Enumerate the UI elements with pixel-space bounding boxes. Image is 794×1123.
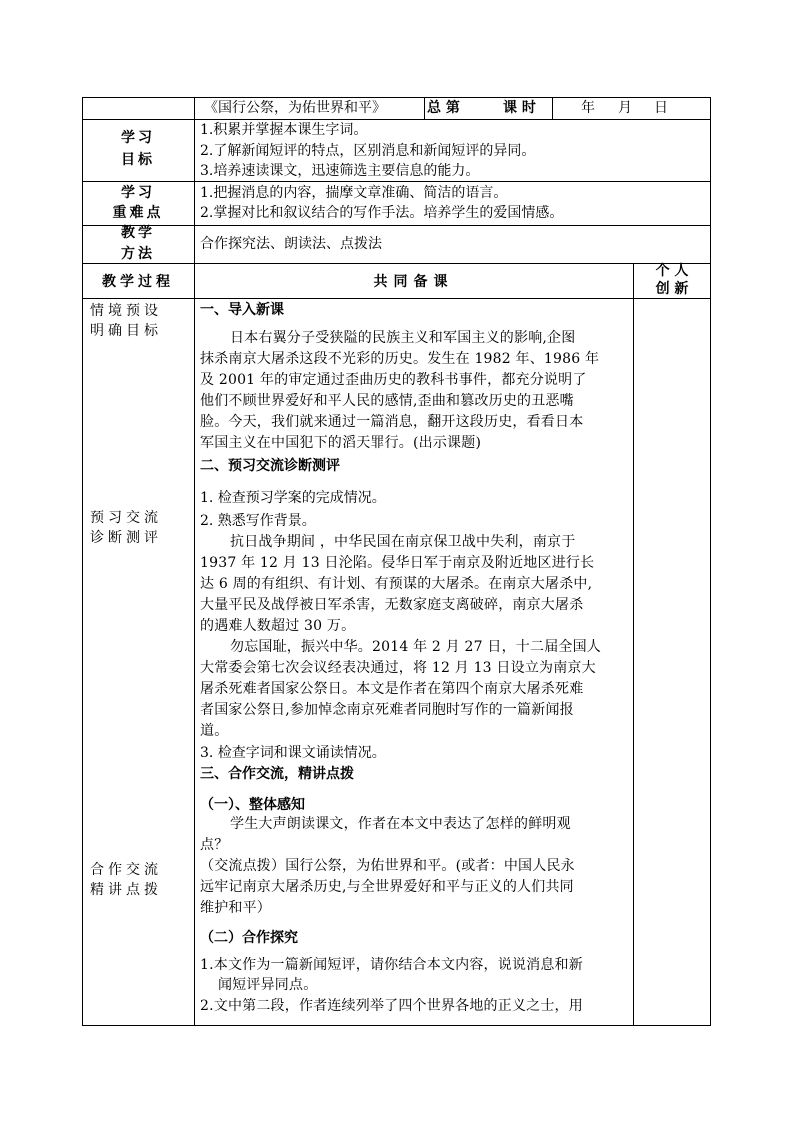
keypoints-label-line2: 重难点: [112, 205, 164, 221]
remember-line: 屠杀死难者国家公祭日。本文是作者在第四个南京大屠杀死难: [200, 681, 584, 697]
rule: [82, 1025, 711, 1026]
answer-line: 维护和平）: [200, 900, 271, 916]
stage-label: 诊断测评: [90, 530, 162, 546]
keypoint-item: 2.掌握对比和叙议结合的写作手法。培养学生的爱国情感。: [200, 205, 564, 221]
question-line: 闻短评异同点。: [218, 977, 318, 993]
goal-item: 3.培养速读课文，迅速筛选主要信息的能力。: [200, 163, 480, 179]
intro-line: 脸。今天，我们就来通过一篇消息，翻开这段历史，看看日本: [200, 414, 584, 430]
rule: [424, 97, 425, 119]
background-line: 1937 年 12 月 13 日沦陷。侵华日军于南京及附近地区进行长: [200, 555, 595, 571]
background-line: 的遇难人数超过 30 万。: [200, 618, 356, 634]
date-year: 年: [581, 100, 595, 116]
rule: [194, 97, 195, 1026]
date-day: 日: [654, 100, 668, 116]
rule: [552, 97, 553, 119]
stage-label: 合作交流: [90, 862, 162, 878]
goals-label-line2: 目标: [121, 152, 155, 168]
stage-label: 预习交流: [90, 510, 162, 526]
intro-line: 抹杀南京大屠杀这段不光彩的历史。发生在 1982 年、1986 年: [200, 351, 600, 367]
common-prep-header: 共同备课: [373, 274, 454, 290]
remember-line: 者国家公祭日,参加悼念南京死难者同胞时写作的一篇新闻报: [200, 702, 574, 718]
goals-label-line1: 学习: [121, 130, 155, 146]
list-item: 3. 检查字词和课文诵读情况。: [200, 745, 386, 761]
question-line: 学生大声朗读课文，作者在本文中表达了怎样的鲜明观: [230, 816, 571, 832]
lesson-count-label: 课 时: [503, 100, 536, 116]
date-month: 月: [618, 100, 632, 116]
background-line: 大量平民及战俘被日军杀害，无数家庭支离破碎，南京大屠杀: [200, 597, 584, 613]
methods-label-line2: 方法: [121, 246, 155, 262]
rule: [82, 119, 711, 120]
remember-line: 道。: [200, 723, 229, 739]
subsection-title: （一）、整体感知: [200, 797, 305, 813]
intro-line: 他们不顾世界爱好和平人民的感情,歪曲和篡改历史的丑恶嘴: [200, 393, 574, 409]
process-header: 教学过程: [102, 274, 174, 290]
keypoints-label-line1: 学习: [121, 185, 155, 201]
question-line: 点？: [200, 837, 229, 853]
personal-header-line2: 创 新: [655, 281, 689, 297]
stage-label: 明确目标: [90, 323, 162, 339]
section-title: 一、导入新课: [200, 302, 284, 318]
total-lesson-label: 总 第: [427, 100, 460, 116]
methods-text: 合作探究法、朗读法、点拨法: [200, 236, 382, 252]
goal-item: 1.积累并掌握本课生字词。: [200, 122, 368, 138]
lesson-title: 《国行公祭，为佑世界和平》: [204, 100, 386, 116]
answer-line: （交流点拨）国行公祭，为佑世界和平。(或者：中国人民永: [200, 858, 575, 874]
intro-line: 及 2001 年的审定通过歪曲历史的教科书事件，都充分说明了: [200, 372, 587, 388]
rule: [82, 181, 711, 182]
lesson-plan-table: [82, 97, 711, 1026]
remember-line: 大常委会第七次会议经表决通过，将 12 月 13 日设立为南京大: [200, 660, 596, 676]
subsection-title: （二）合作探究: [200, 930, 298, 946]
goal-item: 2.了解新闻短评的特点，区别消息和新闻短评的异同。: [200, 143, 536, 159]
intro-line: 军国主义在中国犯下的滔天罪行。(出示课题): [200, 435, 482, 451]
section-title: 三、合作交流，精讲点拨: [200, 766, 354, 782]
answer-line: 远牢记南京大屠杀历史,与全世界爱好和平与正义的人们共同: [200, 879, 574, 895]
section-title: 二、预习交流诊断测评: [200, 458, 340, 474]
question-line: 2.文中第二段，作者连续列举了四个世界各地的正义之士，用: [200, 998, 583, 1014]
question-line: 1.本文作为一篇新闻短评，请你结合本文内容，说说消息和新: [200, 957, 583, 973]
list-item: 1. 检查预习学案的完成情况。: [200, 490, 386, 506]
methods-label-line1: 教学: [121, 225, 155, 241]
rule: [633, 263, 634, 1026]
stage-label: 情境预设: [90, 303, 162, 319]
rule: [82, 97, 711, 98]
remember-line: 勿忘国耻，振兴中华。2014 年 2 月 27 日，十二届全国人: [230, 639, 602, 655]
rule: [82, 298, 711, 299]
background-line: 抗日战争期间 ，中华民国在南京保卫战中失利，南京于: [230, 534, 576, 550]
personal-header-line1: 个 人: [655, 263, 689, 279]
background-line: 达 6 周的有组织、有计划、有预谋的大屠杀。在南京大屠杀中,: [200, 576, 593, 592]
rule: [82, 263, 711, 264]
keypoint-item: 1.把握消息的内容，揣摩文章准确、简洁的语言。: [200, 185, 508, 201]
list-item: 2. 熟悉写作背景。: [200, 513, 316, 529]
rule: [710, 97, 711, 1026]
intro-line: 日本右翼分子受狭隘的民族主义和军国主义的影响,企图: [230, 330, 576, 346]
stage-label: 精讲点拨: [90, 882, 162, 898]
